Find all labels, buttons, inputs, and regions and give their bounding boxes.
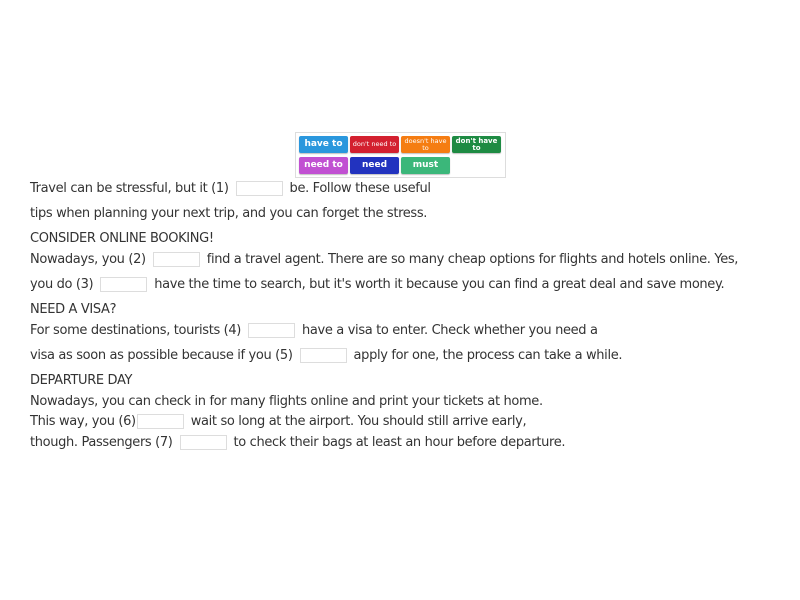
text-segment: Nowadays, you can check in for many flights online and print your tickets at home. bbox=[30, 394, 543, 409]
tile-dont-have-to[interactable]: don't have to bbox=[452, 136, 501, 153]
text-segment: though. Passengers (7) bbox=[30, 435, 173, 450]
text-segment: tips when planning your next trip, and you can forget the stress. bbox=[30, 206, 428, 221]
text-line bbox=[30, 393, 543, 411]
blank-drop-zone-3[interactable] bbox=[100, 277, 147, 292]
blank-drop-zone-2[interactable] bbox=[153, 252, 200, 267]
word-bank bbox=[295, 132, 506, 178]
text-segment: DEPARTURE DAY bbox=[30, 373, 133, 388]
text-segment: NEED A VISA? bbox=[30, 302, 117, 317]
text-segment: visa as soon as possible because if you (5) bbox=[30, 348, 293, 363]
text-line bbox=[30, 372, 132, 390]
text-line bbox=[30, 301, 116, 319]
text-segment: Travel can be stressful, but it (1) bbox=[30, 181, 229, 196]
text-line bbox=[30, 276, 724, 294]
text-segment: This way, you (6) bbox=[30, 414, 136, 429]
text-segment: you do (3) bbox=[30, 277, 94, 292]
text-segment: Nowadays, you (2) bbox=[30, 252, 146, 267]
text-line bbox=[30, 347, 622, 365]
blank-drop-zone-5[interactable] bbox=[300, 348, 347, 363]
text-segment: For some destinations, tourists (4) bbox=[30, 323, 242, 338]
text-segment: wait so long at the airport. You should still arrive early, bbox=[190, 414, 527, 429]
tile-need[interactable]: need bbox=[350, 157, 399, 174]
text-segment: apply for one, the process can take a while. bbox=[353, 348, 623, 363]
tile-doesnt-have-to[interactable]: doesn't have to bbox=[401, 136, 450, 153]
text-line bbox=[30, 205, 427, 223]
text-line bbox=[30, 180, 431, 198]
text-line bbox=[30, 322, 598, 340]
text-line bbox=[30, 413, 526, 431]
text-segment: find a travel agent. There are so many cheap options for flights and hotels online. Yes, bbox=[206, 252, 739, 267]
tile-must[interactable]: must bbox=[401, 157, 450, 174]
blank-drop-zone-4[interactable] bbox=[248, 323, 295, 338]
tile-have-to[interactable]: have to bbox=[299, 136, 348, 153]
text-line bbox=[30, 251, 738, 269]
text-segment: to check their bags at least an hour before departure. bbox=[233, 435, 566, 450]
text-segment: CONSIDER ONLINE BOOKING! bbox=[30, 231, 214, 246]
text-segment: have a visa to enter. Check whether you need a bbox=[302, 323, 598, 338]
tile-need-to[interactable]: need to bbox=[299, 157, 348, 174]
text-line bbox=[30, 434, 565, 452]
text-line bbox=[30, 230, 214, 248]
text-segment: be. Follow these useful bbox=[289, 181, 431, 196]
blank-drop-zone-1[interactable] bbox=[236, 181, 283, 196]
blank-drop-zone-6[interactable] bbox=[137, 414, 184, 429]
tile-dont-need-to[interactable]: don't need to bbox=[350, 136, 399, 153]
blank-drop-zone-7[interactable] bbox=[180, 435, 227, 450]
text-segment: have the time to search, but it's worth it because you can find a great deal and save money. bbox=[154, 277, 725, 292]
